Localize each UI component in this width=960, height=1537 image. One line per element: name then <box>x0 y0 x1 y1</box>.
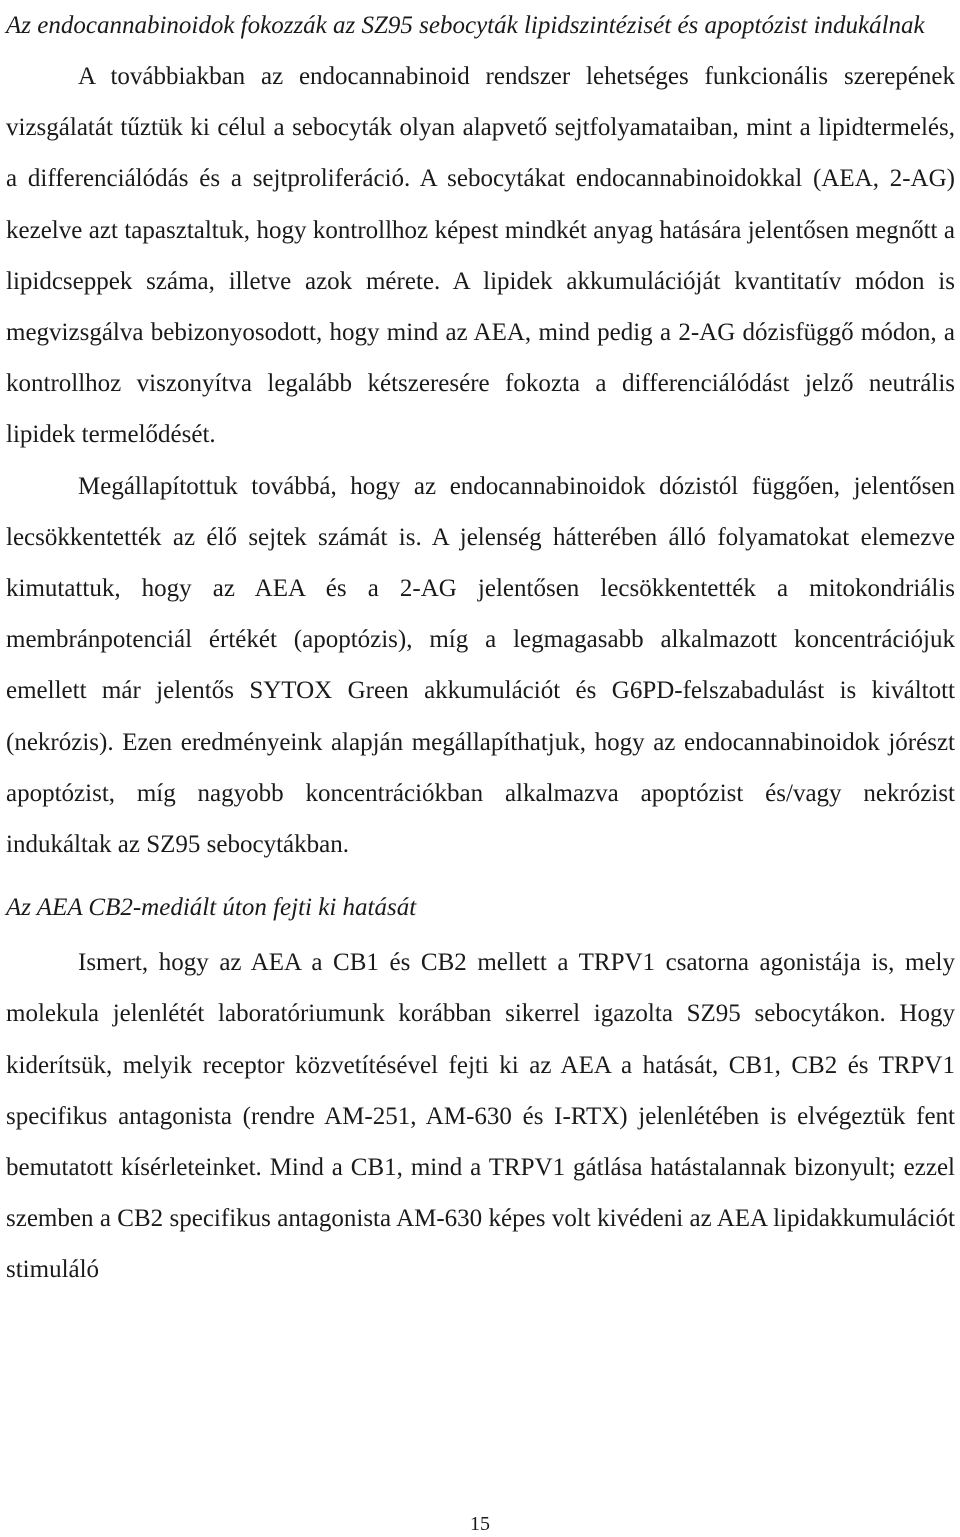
document-page <box>6 0 955 1296</box>
paragraph-receptor-antagonists: Ismert, hogy az AEA a CB1 és CB2 mellett a TRPV1 csatorna agonistája is, mely molekula jelenlétét laboratóriumunk korábban sikerrel igazolta SZ95 sebocytákon. Hogy kiderítsük, melyik receptor közvetítésével fejti ki az AEA a hatását, CB1, CB2 és TRPV1 specifikus antagonista (rendre AM-251, AM-630 és I-RTX) jelenlétében is elvégeztük fent bemutatott kísérleteinket. Mind a CB1, mind a TRPV1 gátlása hatástalannak bizonyult; ezzel szemben a CB2 specifikus antagonista AM-630 képes volt kivédeni az AEA lipidakkumulációt stimuláló <box>6 949 955 1284</box>
section-heading-cb2-mediated: Az AEA CB2-mediált úton fejti ki hatását <box>6 894 417 922</box>
page-number: 15 <box>470 1513 490 1535</box>
paragraph-apoptosis: Megállapítottuk továbbá, hogy az endocannabinoidok dózistól függően, jelentősen lecsökkentették az élő sejtek számát is. A jelenség hátterében álló folyamatokat elemezve kimutattuk, hogy az AEA és a 2-AG jelentősen lecsökkentették a mitokondriális membránpotenciál értékét (apoptózis), míg a legmagasabb alkalmazott koncentrációjuk emellett már jelentős SYTOX Green akkumulációt és G6PD-felszabadulást is kiváltott (nekrózis). Ezen eredményeink alapján megállapíthatjuk, hogy az endocannabinoidok jórészt apoptózist, míg nagyobb koncentrációkban alkalmazva apoptózist és/vagy nekrózist indukáltak az SZ95 sebocytákban. <box>6 472 955 859</box>
paragraph-lipid-synthesis: A továbbiakban az endocannabinoid rendszer lehetséges funkcionális szerepének vizsgálatát tűztük ki célul a sebocyták olyan alapvető sejtfolyamataiban, mint a lipidtermelés, a differenciálódás és a sejtproliferáció. A sebocytákat endocannabinoidokkal (AEA, 2-AG) kezelve azt tapasztaltuk, hogy kontrollhoz képest mindkét anyag hatására jelentősen megnőtt a lipidcseppek száma, illetve azok mérete. A lipidek akkumulációját kvantitatív módon is megvizsgálva bebizonyosodott, hogy mind az AEA, mind pedig a 2-AG dózisfüggő módon, a kontrollhoz viszonyítva legalább kétszeresére fokozta a differenciálódást jelző neutrális lipidek termelődését. <box>6 63 955 449</box>
section-heading-endocannabinoids: Az endocannabinoidok fokozzák az SZ95 sebocyták lipidszintézisét és apoptózist indukálnak <box>6 12 925 39</box>
